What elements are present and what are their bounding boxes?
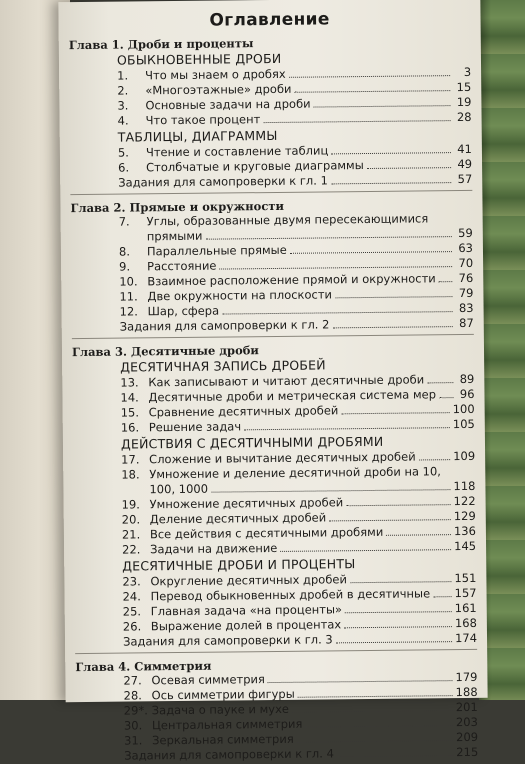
entry-title: Умножение и деление десятичной дроби на 10, [149, 464, 441, 482]
entry-number: 26. [122, 619, 142, 634]
entry-title: Деление десятичных дробей [149, 510, 327, 527]
chapter-divider [75, 649, 477, 654]
dot-leader [290, 251, 452, 254]
entry-title: Основные задачи на дроби [145, 96, 311, 113]
entry-number: 17. [121, 452, 140, 467]
entry-title: Умножение десятичных дробей [149, 495, 344, 512]
entry-title: Перевод обыкновенных дробей в десятичные [150, 586, 431, 604]
entry-page-number: 49 [457, 156, 473, 172]
entry-page-number: 118 [453, 478, 476, 494]
entry-title: Что мы знаем о дробях [145, 66, 286, 83]
entry-title: Округление десятичных дробей [150, 572, 348, 589]
self-check-entry[interactable] [72, 316, 474, 335]
chapter-divider [70, 190, 472, 195]
dot-leader [350, 581, 452, 583]
dot-leader [295, 90, 451, 93]
dot-leader [427, 382, 453, 383]
dot-leader [292, 710, 453, 713]
chapter-divider [72, 334, 474, 339]
entry-title: Все действия с десятичными дробями [149, 524, 384, 542]
entry-title: Решение задач [148, 419, 242, 435]
entry-page-number: 122 [453, 493, 476, 509]
dot-leader [289, 75, 450, 78]
entry-page-number: 100 [452, 401, 475, 417]
dot-leader [367, 167, 451, 169]
entry-number: 23. [122, 574, 141, 589]
dot-leader [344, 626, 452, 628]
entry-page-number: 145 [454, 538, 477, 554]
entry-page-number: 3 [463, 64, 472, 79]
entry-number: 13. [120, 375, 139, 390]
dot-leader [314, 105, 451, 107]
entry-number: 22. [122, 542, 141, 557]
entry-number: 15. [120, 405, 140, 420]
dot-leader [222, 311, 452, 314]
entry-title: Сложение и вычитание десятичных дробей [149, 449, 416, 467]
entry-page-number: 157 [454, 585, 477, 601]
self-check-title: Задания для самопроверки к гл. 2 [119, 317, 330, 334]
entry-title: Как записывают и читают десятичные дроби [148, 372, 425, 390]
entry-page-number: 79 [458, 285, 474, 301]
dot-leader [433, 596, 451, 597]
entry-page-number: 76 [458, 270, 474, 286]
dot-leader [336, 641, 452, 643]
entry-title: Шар, сфера [147, 303, 220, 319]
chapter-heading[interactable]: Глава 2. Прямые и окружности [70, 198, 285, 216]
entry-number: 29*. [123, 703, 148, 718]
entry-number: 5. [117, 145, 129, 160]
entry-page-number: 96 [459, 386, 475, 402]
book-page [58, 0, 487, 763]
dot-leader [346, 504, 450, 506]
entry-title: Выражение долей в процентах [150, 617, 342, 634]
entry-title: Сравнение десятичных дробей [148, 403, 339, 420]
entry-number: 30. [123, 718, 143, 733]
dot-leader [211, 489, 451, 493]
entry-number: 20. [121, 512, 141, 527]
dot-leader [268, 680, 453, 683]
entry-number: 18. [121, 467, 140, 482]
entry-page-number: 109 [453, 448, 476, 464]
entry-number: 11. [119, 289, 138, 304]
entry-title: Параллельные прямые [146, 242, 287, 259]
entry-number: 27. [123, 673, 142, 688]
self-check-page-number: 215 [456, 744, 479, 760]
self-check-entry[interactable] [75, 631, 477, 650]
dot-leader [329, 519, 451, 521]
chapter-heading[interactable]: Глава 4. Симметрия [75, 658, 212, 675]
entry-title: Главная задача «на проценты» [150, 602, 343, 619]
self-check-page-number: 174 [455, 630, 478, 646]
entry-title: Две окружности на плоскости [147, 287, 333, 304]
entry-page-number: 129 [453, 508, 476, 524]
self-check-entry[interactable] [70, 172, 472, 191]
entry-page-number: 89 [459, 371, 475, 387]
entry-number: 24. [122, 589, 141, 604]
dot-leader [337, 755, 453, 757]
entry-number: 4. [117, 113, 129, 128]
entry-number: 6. [118, 160, 130, 175]
entry-page-number: 209 [456, 729, 479, 745]
entry-title: Ось симметрии фигуры [151, 686, 295, 703]
entry-title: Зеркальная симметрия [152, 731, 294, 748]
entry-page-number: 136 [453, 523, 476, 539]
entry-number: 2. [117, 83, 129, 98]
entry-number: 10. [119, 274, 138, 289]
self-check-title: Задания для самопроверки к гл. 1 [118, 173, 328, 190]
entry-title: Столбчатые и круговые диаграммы [146, 158, 364, 175]
self-check-page-number: 87 [459, 315, 474, 331]
entry-page-number: 19 [456, 94, 472, 110]
entry-title-continued: прямыми [146, 228, 203, 244]
entry-page-number: 28 [456, 109, 472, 125]
entry-page-number: 59 [458, 225, 473, 241]
dot-leader [439, 281, 453, 282]
entry-number: 19. [121, 497, 140, 512]
entry-title: Расстояние [147, 258, 217, 274]
entry-number: 25. [122, 604, 142, 619]
section-heading: ТАБЛИЦЫ, ДИАГРАММЫ [117, 127, 278, 145]
section-heading: ДЕСЯТИЧНАЯ ЗАПИСЬ ДРОБЕЙ [120, 357, 326, 375]
entry-page-number: 203 [455, 714, 478, 730]
entry-page-number: 15 [456, 79, 472, 95]
entry-number: 8. [118, 244, 131, 259]
dot-leader [386, 534, 451, 536]
dot-leader [244, 427, 450, 430]
dot-leader [335, 296, 452, 298]
toc-body [69, 34, 479, 764]
entry-title: Взаимное расположение прямой и окружности [147, 271, 436, 289]
dot-leader [331, 152, 451, 154]
self-check-page-number: 57 [457, 171, 473, 187]
entry-number: 16. [120, 420, 140, 435]
section-heading: ДЕСЯТИЧНЫЕ ДРОБИ И ПРОЦЕНТЫ [122, 556, 356, 574]
entry-title: Углы, образованные двумя пересекающимися [146, 211, 429, 229]
entry-title: Задача о пауке и мухе [151, 701, 289, 718]
entry-page-number: 188 [455, 684, 478, 700]
entry-title-continued: 100, 1000 [149, 481, 209, 497]
dot-leader [331, 182, 451, 184]
entry-page-number: 105 [452, 416, 475, 432]
section-heading: ДЕЙСТВИЯ С ДЕСЯТИЧНЫМИ ДРОБЯМИ [120, 433, 384, 452]
entry-number: 7. [118, 214, 130, 229]
toc [68, 8, 478, 764]
dot-leader [280, 549, 451, 552]
self-check-entry[interactable] [76, 745, 478, 764]
entry-title: Десятичные дроби и метрическая система мер [148, 387, 437, 405]
dot-leader [305, 725, 453, 728]
entry-title: Что такое процент [145, 112, 261, 128]
dot-leader [298, 695, 453, 698]
entry-number: 28. [123, 688, 142, 703]
chapter-heading[interactable]: Глава 3. Десятичные дроби [71, 343, 259, 360]
entry-title: Центральная симметрия [151, 716, 303, 733]
entry-title: Чтение и составление таблиц [145, 143, 329, 160]
section-heading: ОБЫКНОВЕННЫЕ ДРОБИ [116, 50, 282, 68]
dot-leader [220, 266, 453, 269]
entry-number: 12. [119, 304, 138, 319]
entry-page-number: 168 [454, 615, 477, 631]
self-check-title: Задания для самопроверки к гл. 3 [122, 632, 333, 649]
entry-number: 14. [120, 390, 139, 405]
entry-title: «Многоэтажные» дроби [145, 81, 292, 98]
page-title: Оглавление [209, 9, 330, 31]
entry-title: Осевая симметрия [151, 672, 265, 688]
entry-number: 9. [119, 259, 131, 274]
entry-number: 1. [117, 68, 129, 83]
entry-page-number: 83 [458, 300, 474, 316]
entry-page-number: 161 [454, 600, 477, 616]
entry-page-number: 151 [454, 570, 477, 586]
entry-number: 21. [121, 527, 141, 542]
entry-page-number: 63 [458, 240, 474, 256]
dot-leader [439, 397, 453, 398]
entry-page-number: 41 [457, 141, 472, 157]
entry-number: 31. [124, 733, 143, 748]
entry-title: Задачи на движение [150, 540, 278, 557]
dot-leader [345, 611, 452, 613]
dot-leader [419, 459, 451, 460]
entry-number: 3. [117, 98, 129, 113]
entry-page-number: 70 [458, 255, 474, 271]
dot-leader [263, 120, 450, 123]
entry-page-number: 201 [455, 699, 478, 715]
dot-leader [341, 412, 449, 414]
dot-leader [205, 236, 451, 240]
dot-leader [297, 740, 453, 743]
entry-page-number: 179 [455, 669, 478, 685]
dot-leader [332, 326, 452, 328]
chapter-heading[interactable]: Глава 1. Дроби и проценты [68, 36, 254, 53]
self-check-title: Задания для самопроверки к гл. 4 [124, 746, 334, 763]
